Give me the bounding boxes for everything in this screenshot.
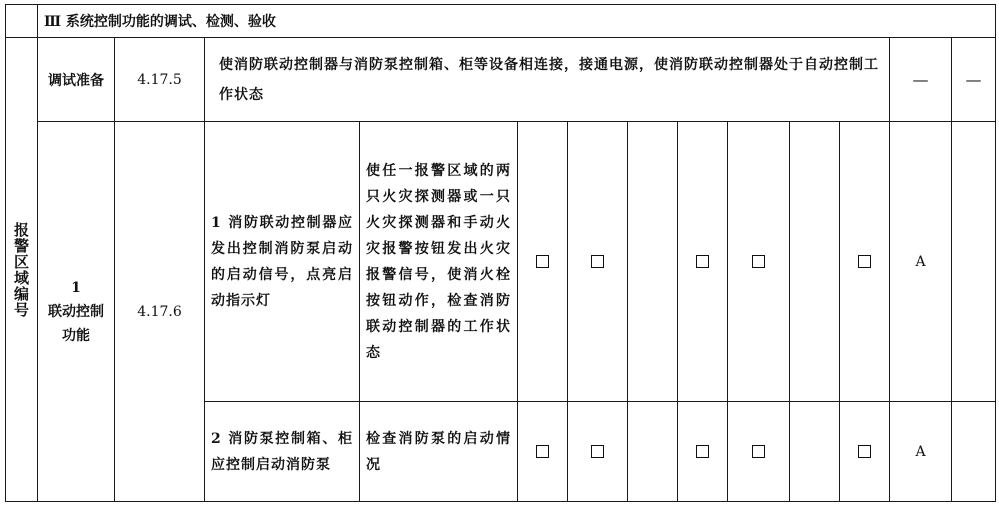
empty-cell — [628, 122, 678, 402]
checkbox[interactable] — [536, 445, 549, 458]
empty-cell — [790, 122, 840, 402]
checkbox-cell[interactable] — [840, 402, 890, 502]
section-header-row — [6, 5, 996, 38]
checkbox-cell[interactable] — [568, 402, 628, 502]
area-number-label: 报警区域编号 — [12, 221, 30, 318]
record-table-wrapper — [5, 4, 996, 502]
empty-cell — [952, 122, 996, 402]
linkage-number: 1 — [71, 279, 81, 296]
checkbox-cell[interactable] — [678, 402, 728, 502]
requirement-2-text: 2 消防泵控制箱、柜应控制启动消防泵 — [211, 430, 353, 473]
requirement-2-cell — [205, 402, 360, 502]
inspection-record-table — [5, 4, 996, 502]
empty-cell — [628, 402, 678, 502]
linkage-name-line2: 功能 — [62, 327, 90, 344]
checkbox-cell[interactable] — [568, 122, 628, 402]
grade-2: A — [890, 402, 952, 502]
checkbox[interactable] — [858, 445, 871, 458]
section-title: Ⅲ 系统控制功能的调试、检测、验收 — [38, 5, 996, 38]
prep-description: 使消防联动控制器与消防泵控制箱、柜等设备相连接，接通电源，使消防联动控制器处于自动控制工作状态 — [205, 38, 890, 122]
prep-row — [6, 38, 996, 122]
requirement-1-cell — [205, 122, 360, 402]
checkbox[interactable] — [696, 445, 709, 458]
grade-1: A — [890, 122, 952, 402]
checkbox[interactable] — [858, 255, 871, 268]
linkage-row-1 — [6, 122, 996, 402]
empty-cell — [790, 402, 840, 502]
requirement-1-text: 1 消防联动控制器应发出控制消防泵启动的启动信号，点亮启动指示灯 — [211, 214, 353, 309]
checkbox-cell[interactable] — [678, 122, 728, 402]
method-2-cell — [360, 402, 518, 502]
linkage-name-line1: 联动控制 — [48, 303, 104, 320]
linkage-clause: 4.17.6 — [115, 122, 205, 502]
method-2-text: 检查消防泵的启动情况 — [366, 430, 511, 473]
checkbox-cell[interactable] — [728, 122, 790, 402]
checkbox[interactable] — [591, 445, 604, 458]
area-number-cell — [6, 38, 38, 502]
checkbox-cell[interactable] — [518, 402, 568, 502]
prep-mark-2: — — [952, 38, 996, 122]
checkbox-cell[interactable] — [518, 122, 568, 402]
checkbox[interactable] — [752, 255, 765, 268]
method-1-text: 使任一报警区域的两只火灾探测器或一只火灾探测器和手动火灾报警按钮发出火灾报警信号，使消火栓按钮动作，检查消防联动控制器的工作状态 — [366, 162, 511, 361]
checkbox[interactable] — [536, 255, 549, 268]
checkbox[interactable] — [591, 255, 604, 268]
checkbox-cell[interactable] — [728, 402, 790, 502]
empty-cell — [952, 402, 996, 502]
method-1-cell — [360, 122, 518, 402]
checkbox-cell[interactable] — [840, 122, 890, 402]
prep-name: 调试准备 — [38, 38, 115, 122]
prep-clause: 4.17.5 — [115, 38, 205, 122]
checkbox[interactable] — [696, 255, 709, 268]
prep-mark-1: — — [890, 38, 952, 122]
checkbox[interactable] — [752, 445, 765, 458]
linkage-name-cell — [38, 122, 115, 502]
